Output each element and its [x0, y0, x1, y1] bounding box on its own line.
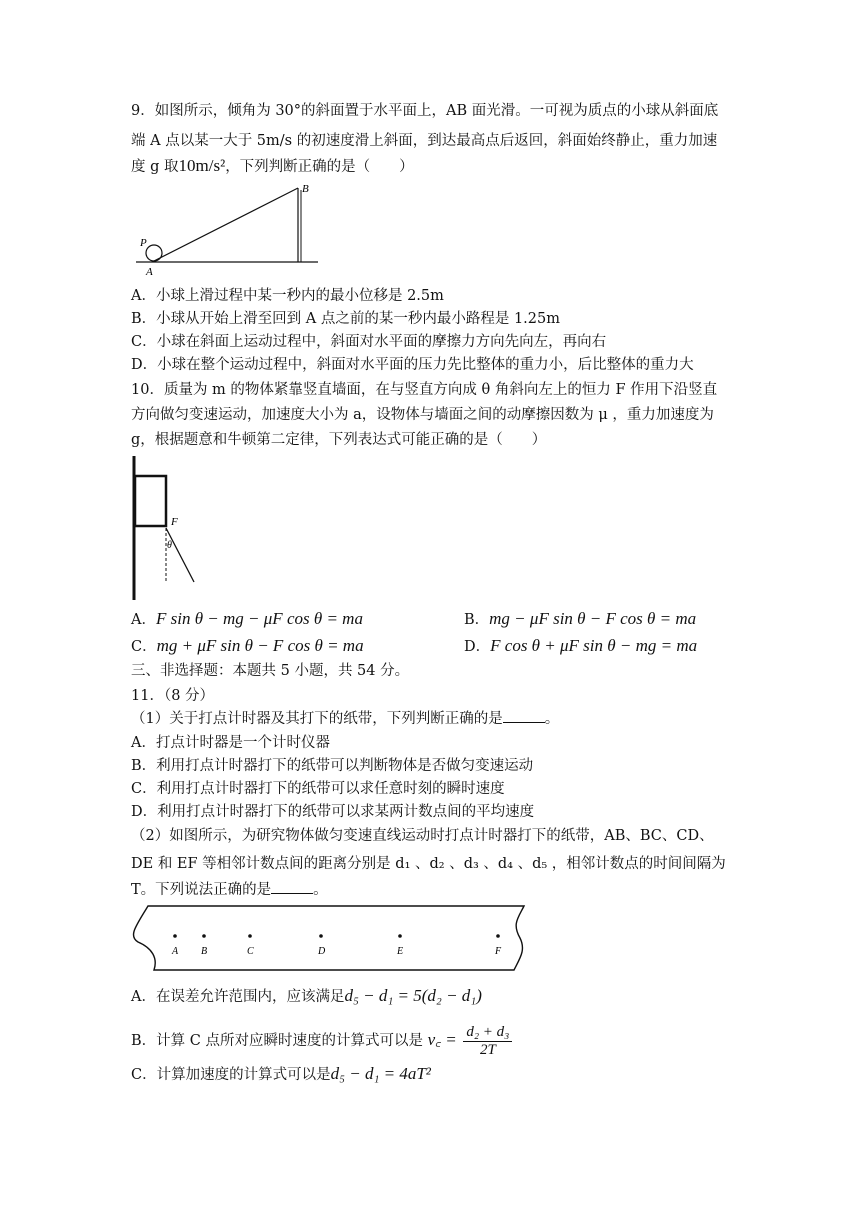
- q10-option-a-label: A．: [131, 612, 156, 628]
- section-three-heading: 三、非选择题：本题共 5 小题，共 54 分。: [131, 663, 410, 679]
- q11-part2-option-a-text: A．在误差允许范围内，应该满足: [131, 989, 345, 1005]
- q11-part2-option-a: [131, 986, 482, 1007]
- q9-gravity-value: 10m/s²: [178, 156, 226, 175]
- label-A: A: [146, 266, 153, 278]
- q11-part2-option-b: [131, 1022, 514, 1059]
- q9-option-b: B．小球从开始上滑至回到 A 点之前的某一秒内最小路程是 1.25m: [131, 311, 560, 327]
- q11-part2-line3-text: T。下列说法正确的是: [131, 882, 272, 898]
- q9-option-d: D．小球在整个运动过程中，斜面对水平面的压力先比整体的重力小，后比整体的重力大: [131, 357, 694, 373]
- q11-part2-option-c-expr: d₅ − d₁ = 4aT²: [330, 1064, 431, 1083]
- q11-part2-option-c-text: C．计算加速度的计算式可以是: [131, 1067, 331, 1083]
- label-P: P: [140, 237, 147, 249]
- q11-part1-stem: [131, 709, 559, 729]
- label-B: B: [302, 183, 309, 195]
- tape-dot-a: [173, 934, 177, 938]
- q11-part2-option-b-text: B．计算 C 点所对应瞬时速度的计算式可以是: [131, 1033, 423, 1049]
- q11-part1-answer-blank[interactable]: [503, 710, 545, 723]
- q9-option-a: A．小球上滑过程中某一秒内的最小位移是 2.5m: [131, 288, 444, 304]
- q11-part2-answer-blank[interactable]: [271, 881, 313, 894]
- fraction-denominator: 2T: [479, 1041, 496, 1058]
- paper-tape-figure: [128, 902, 532, 974]
- tape-label-d: D: [318, 946, 326, 957]
- tape-dot-c: [248, 934, 252, 938]
- q11-part2-option-b-fraction: [463, 1024, 512, 1059]
- q10-option-a-expr: F sin θ − mg − μF cos θ = ma: [155, 609, 363, 628]
- fraction-numerator: d₂ + d₃: [463, 1024, 512, 1042]
- q9-option-c: C．小球在斜面上运动过程中，斜面对水平面的摩擦力方向先向左，再向右: [131, 334, 607, 350]
- tape-label-f: F: [495, 946, 502, 957]
- q11-part1-option-b: B．利用打点计时器打下的纸带可以判断物体是否做匀变速运动: [131, 758, 534, 774]
- q10-option-c-expr: mg + μF sin θ − F cos θ = ma: [156, 636, 364, 655]
- q11-part1-option-d: D．利用打点计时器打下的纸带可以求某两计数点间的平均速度: [131, 804, 535, 820]
- q10-option-c: [131, 636, 364, 657]
- tape-dot-d: [319, 934, 323, 938]
- q10-option-b: [464, 609, 696, 630]
- q11-part2-line2: DE 和 EF 等相邻计数点间的距离分别是 d₁ 、d₂ 、d₃ 、d₄ 、d₅ ，相邻计数点的时间间隔为: [131, 856, 726, 872]
- label-theta: θ: [167, 540, 172, 551]
- q10-option-d-expr: F cos θ + μF sin θ − mg = ma: [490, 636, 698, 655]
- tape-label-a: A: [172, 946, 179, 957]
- q11-title: 11．（8 分）: [131, 688, 215, 704]
- q10-option-c-label: C．: [131, 639, 157, 655]
- block: [135, 476, 166, 526]
- tape-label-c: C: [247, 946, 254, 957]
- q11-part2-option-b-lhs: v꜀ =: [427, 1030, 457, 1049]
- q10-option-b-label: B．: [464, 612, 490, 628]
- q11-part1-stem-text: （1）关于打点计时器及其打下的纸带，下列判断正确的是: [131, 711, 503, 727]
- tape-dot-f: [496, 934, 500, 938]
- q11-part2-line1: （2）如图所示，为研究物体做匀变速直线运动时打点计时器打下的纸带，AB、BC、CD、: [131, 828, 714, 844]
- q9-stem-line1: 9．如图所示，倾角为 30°的斜面置于水平面上，AB 面光滑。一可视为质点的小球从斜面底: [131, 103, 719, 119]
- q10-option-d: [464, 636, 697, 657]
- q10-option-a: [131, 609, 363, 630]
- q10-option-b-expr: mg − μF sin θ − F cos θ = ma: [489, 609, 697, 628]
- incline-surface: [152, 188, 298, 262]
- q11-part2-option-a-expr: d₅ − d₁ = 5(d₂ − d₁): [344, 986, 482, 1005]
- q9-stem-line2: 端 A 点以某一大于 5m/s 的初速度滑上斜面，到达最高点后返回，斜面始终静止，重力加速: [131, 133, 718, 149]
- q9-incline-figure: [134, 178, 324, 278]
- tape-label-b: B: [201, 946, 208, 957]
- q11-part2-line3-end: 。: [313, 882, 328, 898]
- q11-part1-option-c: C．利用打点计时器打下的纸带可以求任意时刻的瞬时速度: [131, 781, 505, 797]
- q11-part1-option-a: A．打点计时器是一个计时仪器: [131, 735, 330, 751]
- q9-stem-line3b: ，下列判断正确的是（ ）: [225, 159, 414, 175]
- q10-option-d-label: D．: [464, 639, 491, 655]
- tape-outline: [133, 906, 524, 970]
- label-F: F: [171, 516, 178, 528]
- tape-dot-b: [202, 934, 206, 938]
- ball: [146, 245, 162, 261]
- q11-part2-option-c: [131, 1064, 431, 1085]
- tape-label-e: E: [397, 946, 404, 957]
- q11-part2-line3: [131, 880, 328, 900]
- q9-stem-line3: [131, 156, 414, 177]
- q10-wall-figure: [128, 454, 208, 602]
- q10-stem-line3: g，根据题意和牛顿第二定律，下列表达式可能正确的是（ ）: [131, 432, 547, 448]
- q9-stem-line3a: 度 g 取: [131, 159, 179, 175]
- q10-stem-line1: 10．质量为 m 的物体紧靠竖直墙面，在与竖直方向成 θ 角斜向左上的恒力 F 作用下沿竖直: [131, 382, 718, 398]
- q11-part1-end: 。: [544, 711, 560, 727]
- tape-dot-e: [398, 934, 402, 938]
- q10-stem-line2: 方向做匀变速运动，加速度大小为 a，设物体与墙面之间的动摩擦因数为 μ ，重力加速度为: [131, 407, 714, 423]
- force-line: [166, 528, 194, 582]
